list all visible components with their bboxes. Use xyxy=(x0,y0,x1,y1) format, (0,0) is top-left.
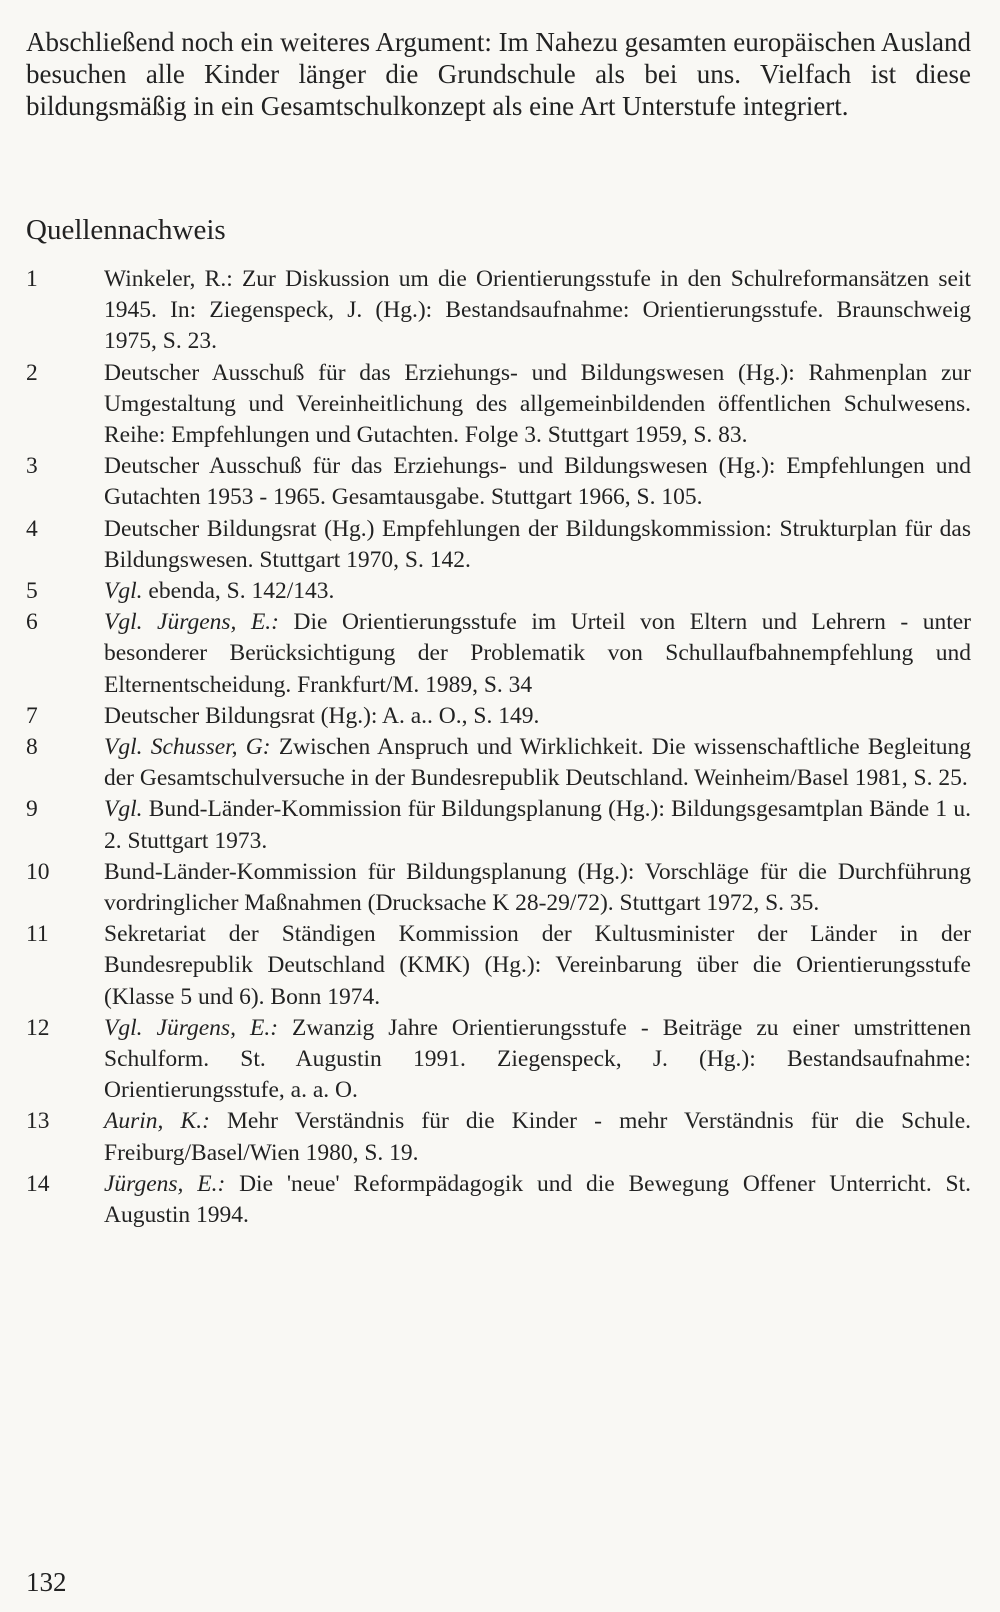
reference-item xyxy=(26,732,971,794)
reference-list xyxy=(26,264,971,1231)
reference-number: 12 xyxy=(26,1014,50,1041)
reference-text xyxy=(104,857,971,919)
reference-body: Sekretariat der Ständigen Kommission der Kultusminister der Länder in der Bundesrepublik Deutschland (KMK) (Hg.): Vereinbarung über die Orientierungsstufe (Klasse 5 und 6). Bonn 1974. xyxy=(104,921,971,1010)
reference-author: Vgl. xyxy=(104,796,143,823)
reference-body: Die Orientierungsstufe im Urteil von Eltern und Lehrern - unter besonderer Berücksichtigung der Problematik von Schullaufbahnempfehlung und Elternentscheidung. Frankfurt/M. 1989, S. 34 xyxy=(104,609,971,698)
reference-number: 1 xyxy=(26,266,38,292)
reference-body: Deutscher Bildungsrat (Hg.): A. a.. O., S. 149. xyxy=(104,702,540,729)
page-number: 132 xyxy=(26,1567,67,1597)
reference-text xyxy=(104,264,971,358)
reference-body: Zwischen Anspruch und Wirklichkeit. Die wissenschaftliche Begleitung der Gesamtschulversuche in der Bundesrepublik Deutschland. Weinheim/Basel 1981, S. 25. xyxy=(104,734,971,792)
reference-author: Vgl. xyxy=(104,578,143,605)
section-heading: Quellennachweis xyxy=(26,214,226,246)
reference-item xyxy=(26,451,971,513)
reference-body: Deutscher Ausschuß für das Erziehungs- und Bildungswesen (Hg.): Rahmenplan zur Umgestaltung und Vereinheitlichung des allgemeinbildenden öffentlichen Schulwesens. Reihe: Empfehlungen und Gutachten. Folge 3. Stuttgart 1959, S. 83. xyxy=(104,359,971,449)
reference-text xyxy=(104,1169,971,1231)
reference-body: Bund-Länder-Kommission für Bildungsplanung (Hg.): Vorschläge für die Durchführung vordringlicher Maßnahmen (Drucksache K 28-29/72). Stuttgart 1972, S. 35. xyxy=(104,858,971,917)
reference-number: 10 xyxy=(26,858,50,885)
reference-text xyxy=(104,358,971,452)
reference-number: 5 xyxy=(26,578,38,605)
intro-paragraph: Abschließend noch ein weiteres Argument: Im Nahezu gesamten europäischen Ausland besuchen alle Kinder länger die Grundschule als bei uns. Vielfach ist diese bildungsmäßig in ein Gesamtschulkonzept als eine Art Unterstufe integriert. xyxy=(26,27,971,121)
reference-number: 13 xyxy=(26,1108,50,1135)
reference-body: Deutscher Bildungsrat (Hg.) Empfehlungen der Bildungskommission: Strukturplan für das Bildungswesen. Stuttgart 1970, S. 142. xyxy=(104,515,971,573)
reference-number: 7 xyxy=(26,702,38,729)
reference-number: 14 xyxy=(26,1170,50,1197)
reference-text xyxy=(104,607,971,701)
reference-text xyxy=(104,514,971,576)
reference-author: Vgl. Jürgens, E.: xyxy=(104,1014,279,1041)
reference-number: 6 xyxy=(26,609,38,636)
reference-text xyxy=(104,576,971,607)
reference-body: Deutscher Ausschuß für das Erziehungs- und Bildungswesen (Hg.): Empfehlungen und Gutachten 1953 - 1965. Gesamtausgabe. Stuttgart 1966, S. 105. xyxy=(104,453,971,511)
reference-item xyxy=(26,1169,971,1231)
reference-item xyxy=(26,576,971,607)
reference-item xyxy=(26,701,971,732)
reference-number: 2 xyxy=(26,359,38,386)
reference-text xyxy=(104,451,971,513)
reference-item xyxy=(26,264,971,358)
reference-body: Bund-Länder-Kommission für Bildungsplanung (Hg.): Bildungsgesamtplan Bände 1 u. 2. Stuttgart 1973. xyxy=(104,796,971,854)
reference-number: 11 xyxy=(26,921,49,948)
reference-item xyxy=(26,514,971,576)
reference-author: Aurin, K.: xyxy=(104,1108,210,1135)
reference-item xyxy=(26,1013,971,1107)
reference-item xyxy=(26,857,971,919)
reference-text xyxy=(104,919,971,1013)
reference-body: ebenda, S. 142/143. xyxy=(142,578,335,605)
reference-author: Jürgens, E.: xyxy=(104,1170,226,1197)
reference-author: Vgl. Schusser, G: xyxy=(104,734,271,761)
reference-text xyxy=(104,1106,971,1168)
reference-item xyxy=(26,607,971,701)
reference-number: 9 xyxy=(26,796,38,823)
reference-text xyxy=(104,701,971,732)
reference-text xyxy=(104,794,971,856)
reference-item xyxy=(26,794,971,856)
reference-body: Winkeler, R.: Zur Diskussion um die Orientierungsstufe in den Schulreformansätzen seit 1945. In: Ziegenspeck, J. (Hg.): Bestandsaufnahme: Orientierungsstufe. Braunschweig 1975, S. 23. xyxy=(104,266,971,355)
reference-body: Mehr Verständnis für die Kinder - mehr Verständnis für die Schule. Freiburg/Basel/Wien 1980, S. 19. xyxy=(104,1108,972,1166)
reference-number: 4 xyxy=(26,515,38,542)
reference-item xyxy=(26,1106,971,1168)
reference-text xyxy=(104,1013,971,1107)
reference-number: 8 xyxy=(26,734,38,761)
reference-text xyxy=(104,732,971,794)
reference-body: Zwanzig Jahre Orientierungsstufe - Beiträge zu einer umstrittenen Schulform. St. Augustin 1991. Ziegenspeck, J. (Hg.): Bestandsaufnahme: Orientierungsstufe, a. a. O. xyxy=(104,1014,971,1104)
reference-number: 3 xyxy=(26,453,38,480)
reference-body: Die 'neue' Reformpädagogik und die Bewegung Offener Unterricht. St. Augustin 1994. xyxy=(104,1170,971,1229)
reference-item xyxy=(26,919,971,1013)
reference-item xyxy=(26,358,971,452)
reference-author: Vgl. Jürgens, E.: xyxy=(104,609,279,636)
